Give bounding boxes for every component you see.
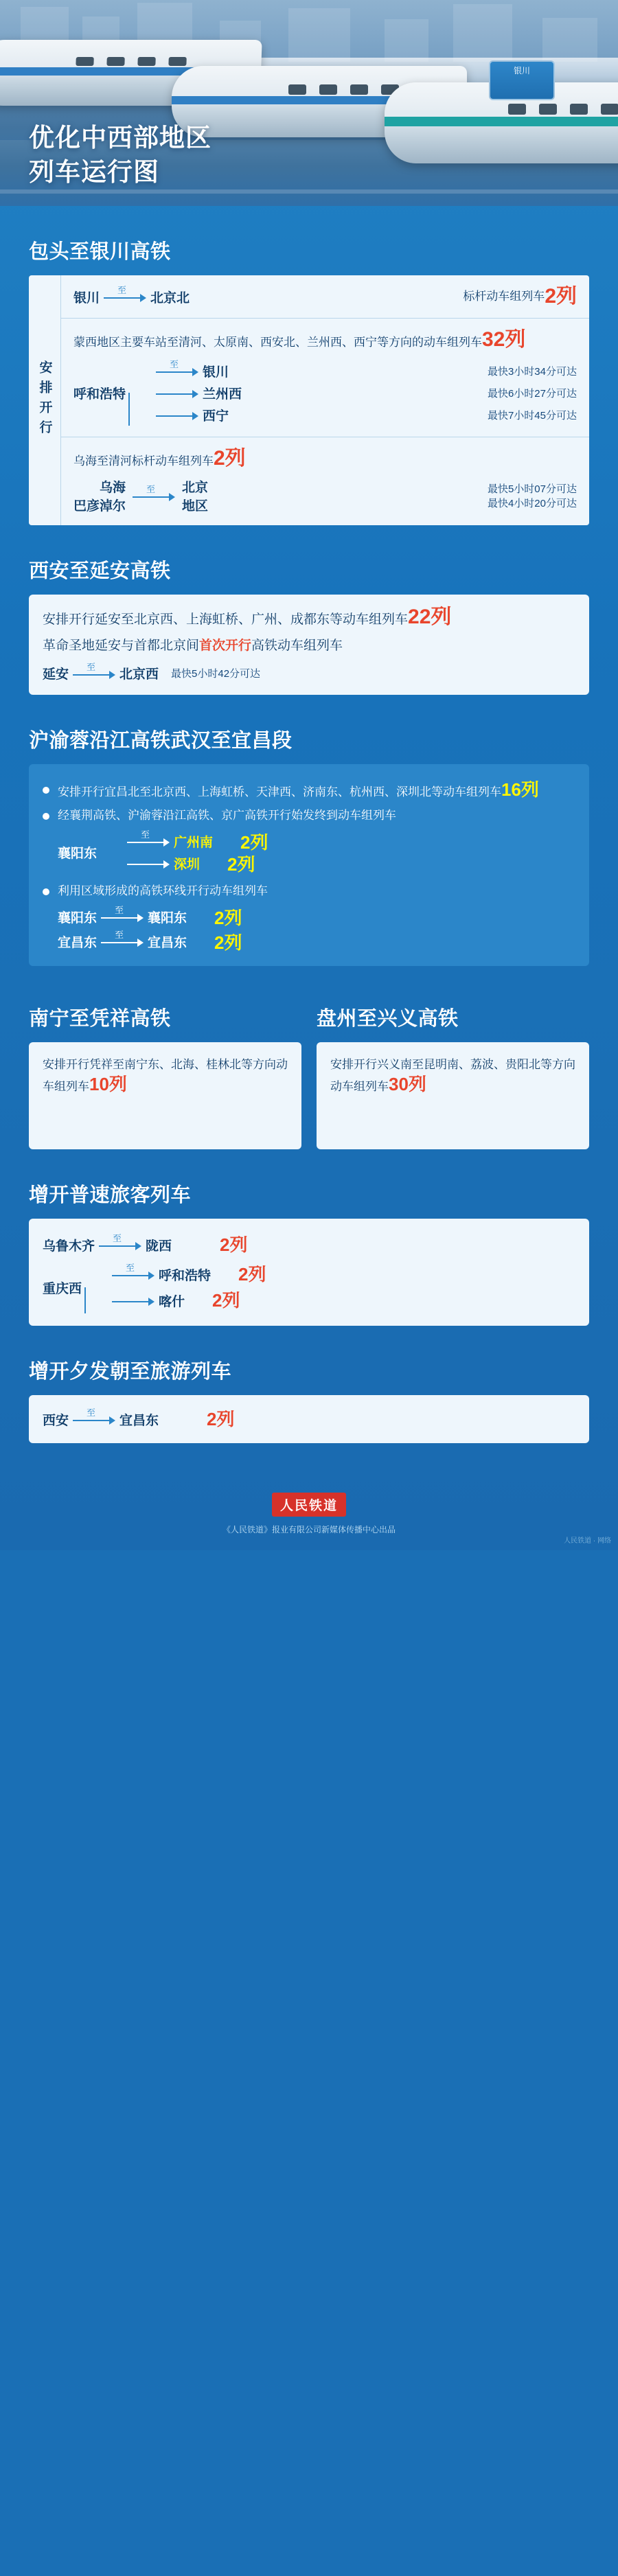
train-count: 30列 <box>389 1074 426 1094</box>
train-window <box>508 104 526 115</box>
arrow-label: 至 <box>113 1233 122 1243</box>
panzhou-text <box>330 1055 575 1097</box>
hohhot-group <box>73 360 577 426</box>
watermark: 人民铁道 · 网络 <box>564 1537 611 1545</box>
travel-time-note: 最快5小时42分可达 <box>171 668 261 680</box>
destination-station: 宜昌东 <box>148 935 187 950</box>
bullet-item <box>43 805 575 826</box>
nanning-column <box>29 973 301 1149</box>
xian-route-row <box>43 661 575 682</box>
train-count: 16列 <box>501 779 539 800</box>
arrow-icon <box>112 1293 154 1307</box>
travel-time-note: 最快5小时07分可达 <box>487 483 577 495</box>
bracket-icon <box>100 830 117 874</box>
section-title-baotou: 包头至银川高铁 <box>29 241 171 263</box>
origin-station: 乌海 <box>100 481 126 495</box>
page-title-line2: 列车运行图 <box>29 158 159 186</box>
row-description <box>73 448 577 472</box>
origin-station: 襄阳东 <box>58 846 98 861</box>
destination-station: 北京 <box>182 481 209 495</box>
xian-card <box>29 595 589 695</box>
origin-station: 银川 <box>73 290 100 306</box>
bullet-text: 利用区域形成的高铁环线开行动车组列车 <box>58 884 268 897</box>
station-signboard <box>489 60 555 100</box>
arrow-label: 至 <box>87 1407 96 1418</box>
train-window <box>539 104 557 115</box>
destination-station: 深圳 <box>174 857 201 872</box>
train-count: 22列 <box>408 606 452 628</box>
origin-station: 重庆西 <box>43 1281 82 1296</box>
baotou-table-left-label <box>29 275 61 525</box>
destination-row <box>152 404 577 426</box>
train-window <box>168 57 186 66</box>
origin-station: 巴彦淖尔 <box>73 499 126 514</box>
table-row <box>61 275 589 319</box>
route-row <box>43 1231 575 1258</box>
train-count: 2列 <box>212 1290 240 1311</box>
loop-row <box>58 929 575 954</box>
destination-row <box>123 830 575 852</box>
train-window <box>570 104 588 115</box>
destination-station: 北京西 <box>119 667 159 682</box>
train-window <box>76 57 93 66</box>
publisher-note: 《人民铁道》报业有限公司新媒体传播中心出品 <box>222 1525 396 1534</box>
origin-station: 宜昌东 <box>58 935 98 950</box>
two-column-sections <box>29 973 589 1149</box>
travel-time-note: 最快4小时20分可达 <box>487 498 577 509</box>
loop-row <box>58 904 575 929</box>
train-window <box>137 57 155 66</box>
destination-station: 兰州西 <box>203 387 242 402</box>
train-window <box>601 104 618 115</box>
bracket-icon <box>128 360 146 426</box>
destination-row <box>108 1261 575 1287</box>
destination-station: 陇西 <box>146 1239 172 1254</box>
travel-time-note: 最快6小时27分可达 <box>487 387 577 400</box>
arrow-label: 至 <box>146 484 156 494</box>
section-title-huyurong: 沪渝蓉沿江高铁武汉至宜昌段 <box>29 730 293 752</box>
train-window <box>350 84 368 95</box>
pusu-card <box>29 1219 589 1326</box>
panzhou-column <box>317 973 589 1149</box>
train-count: 2列 <box>214 447 246 470</box>
xian-highlight: 首次开行 <box>199 639 252 653</box>
train-count: 2列 <box>214 907 242 928</box>
publisher-logo: 人民铁道 <box>272 1493 346 1517</box>
section-title-panzhou: 盘州至兴义高铁 <box>317 1008 459 1030</box>
background-building-6 <box>385 19 428 62</box>
train-window <box>288 84 306 95</box>
destination-station: 呼和浩特 <box>159 1268 211 1283</box>
xian-paragraph-2 <box>43 635 575 657</box>
travel-time-note: 最快7小时45分可达 <box>487 409 577 422</box>
background-building-7 <box>453 4 512 62</box>
destination-station: 喀什 <box>159 1294 185 1309</box>
arrow-label: 至 <box>115 905 124 915</box>
bullet-text: 经襄荆高铁、沪渝蓉沿江高铁、京广高铁开行始发终到动车组列车 <box>58 809 396 822</box>
section-title-pusu: 增开普速旅客列车 <box>29 1184 192 1206</box>
train-count: 2列 <box>240 831 268 853</box>
xiangyang-group <box>58 830 575 874</box>
destination-row <box>123 852 575 874</box>
bullet-item <box>43 779 575 803</box>
train-count: 2列 <box>238 1264 266 1285</box>
section-title-xifa: 增开夕发朝至旅游列车 <box>29 1361 232 1383</box>
destination-station: 北京北 <box>150 290 190 306</box>
destination-station: 宜昌东 <box>119 1413 159 1428</box>
arrow-icon <box>127 829 170 848</box>
arrow-label: 至 <box>126 1263 135 1273</box>
destination-row <box>108 1287 575 1313</box>
bullet-text: 安排开行宜昌北至北京西、上海虹桥、天津西、济南东、杭州西、深圳北等动车组列车 <box>58 785 501 798</box>
origin-station: 西安 <box>43 1413 69 1428</box>
train-count: 10列 <box>89 1074 127 1094</box>
origin-station: 呼和浩特 <box>73 387 126 402</box>
table-row <box>61 437 589 525</box>
page-title <box>29 121 211 189</box>
bracket-icon <box>84 1261 102 1313</box>
train-count: 32列 <box>482 328 526 351</box>
arrow-icon <box>104 285 146 303</box>
arrow-label: 至 <box>117 285 127 295</box>
background-building-8 <box>542 18 597 62</box>
rail-track <box>0 189 618 194</box>
nanning-card <box>29 1042 301 1149</box>
row-description <box>73 330 577 353</box>
arrow-label: 至 <box>115 930 124 940</box>
train-count: 2列 <box>207 1409 235 1429</box>
arrow-icon <box>156 386 198 400</box>
signboard-label: 银川 <box>513 66 530 76</box>
arrow-icon <box>112 1263 154 1281</box>
arrow-icon <box>127 856 170 870</box>
xian-p1-text: 安排开行延安至北京西、上海虹桥、广州、成都东等动车组列车 <box>43 612 409 627</box>
origin-station: 襄阳东 <box>58 910 98 925</box>
row-text: 蒙西地区主要车站至清河、太原南、西安北、兰州西、西宁等方向的动车组列车 <box>73 336 482 349</box>
destination-station: 地区 <box>182 499 209 514</box>
baotou-table <box>29 275 589 525</box>
route-row <box>43 1407 575 1431</box>
destination-station: 银川 <box>203 365 229 380</box>
arrow-icon <box>73 1407 115 1426</box>
train-window <box>319 84 337 95</box>
arrow-icon <box>156 359 198 378</box>
arrow-icon <box>156 408 198 422</box>
loop-routes <box>58 904 575 954</box>
bullet-item <box>43 881 575 901</box>
train-count: 2列 <box>545 285 577 308</box>
train-count: 2列 <box>220 1234 248 1255</box>
panzhou-body: 安排开行兴义南至昆明南、荔波、贵阳北等方向动车组列车 <box>330 1058 575 1093</box>
section-title-xian: 西安至延安高铁 <box>29 560 171 582</box>
train-stripe <box>385 117 618 126</box>
content-wrap <box>0 236 618 1550</box>
destination-station: 西宁 <box>203 409 229 424</box>
row-description: 标杆动车组列车 <box>463 290 545 303</box>
arrow-icon <box>101 905 144 923</box>
arrow-label: 至 <box>87 661 96 672</box>
train-count: 2列 <box>214 932 242 953</box>
destination-station: 广州南 <box>174 835 214 850</box>
xian-p2-text-a: 革命圣地延安与首都北京间 <box>43 639 200 653</box>
table-row <box>61 319 589 437</box>
arrow-icon <box>99 1233 141 1252</box>
arrow-label: 至 <box>170 359 179 369</box>
origin-station: 延安 <box>43 667 69 682</box>
destination-station: 襄阳东 <box>148 910 187 925</box>
origin-station: 乌鲁木齐 <box>43 1239 95 1254</box>
nanning-text <box>43 1055 288 1097</box>
section-title-nanning: 南宁至凭祥高铁 <box>29 1008 171 1030</box>
background-building-5 <box>288 8 350 62</box>
destination-row <box>152 382 577 404</box>
xian-p2-text-b: 高铁动车组列车 <box>251 639 343 653</box>
footer <box>29 1475 589 1550</box>
arrow-label: 至 <box>141 829 150 840</box>
baotou-left-label-text: 安排开行 <box>37 360 52 440</box>
baotou-table-rows <box>61 275 589 525</box>
row-text: 乌海至清河标杆动车组列车 <box>73 455 214 468</box>
huyurong-card <box>29 764 589 966</box>
xian-paragraph-1 <box>43 607 575 631</box>
xifa-card <box>29 1395 589 1443</box>
page-title-line1: 优化中西部地区 <box>29 124 211 152</box>
chongqing-group <box>43 1261 575 1313</box>
train-count: 2列 <box>227 853 255 875</box>
nanning-body: 安排开行凭祥至南宁东、北海、桂林北等方向动车组列车 <box>43 1058 288 1093</box>
panzhou-card <box>317 1042 589 1149</box>
arrow-icon <box>73 661 115 680</box>
hero-banner <box>0 0 618 206</box>
arrow-icon <box>133 484 175 503</box>
arrow-icon <box>101 930 144 948</box>
train-window <box>106 57 124 66</box>
travel-time-note: 最快3小时34分可达 <box>487 365 577 378</box>
wuhai-group <box>73 477 577 514</box>
destination-row <box>152 360 577 382</box>
